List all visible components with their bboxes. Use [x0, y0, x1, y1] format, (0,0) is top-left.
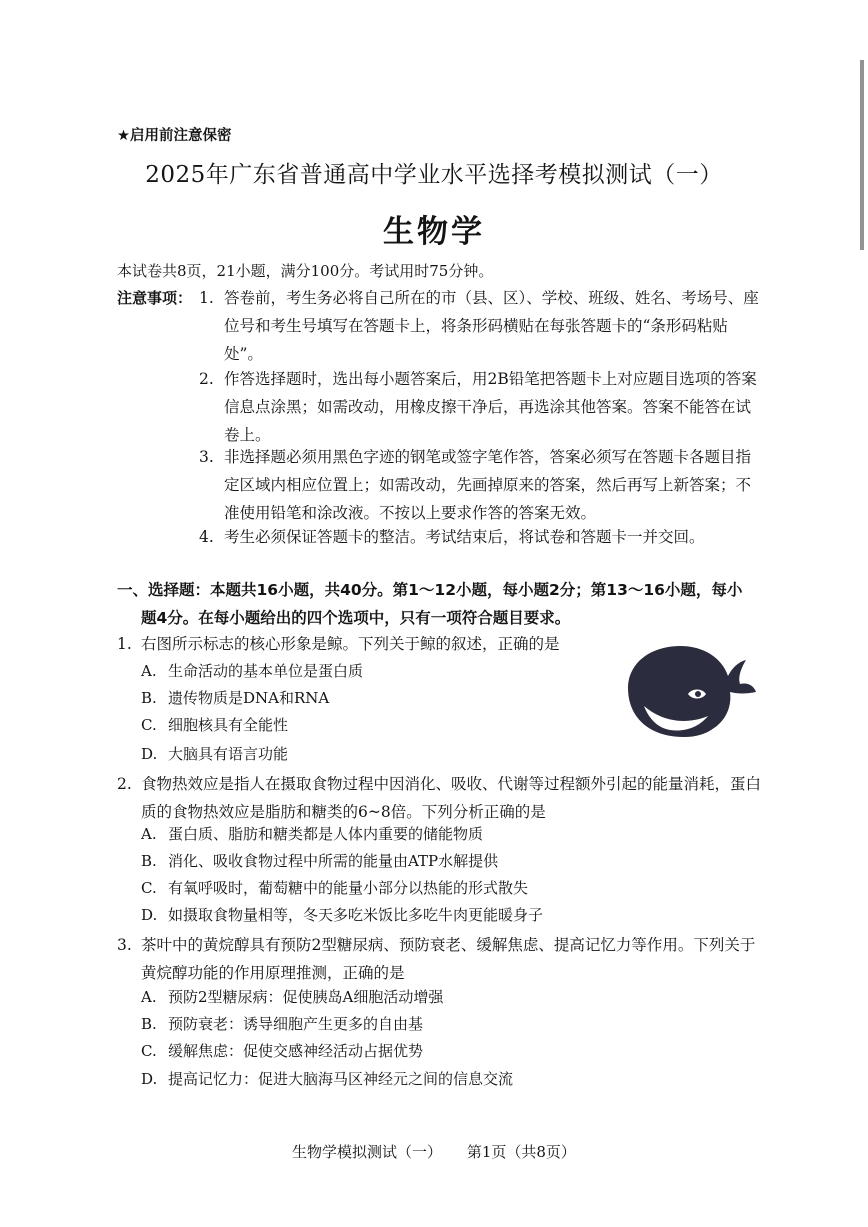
question-3-option-d	[141, 1068, 513, 1089]
question-3-option-a	[141, 986, 443, 1007]
question-number: 3.	[117, 936, 132, 954]
note-text: 非选择题必须用黑色字迹的钢笔或签字笔作答，答案必须写在答题卡各题目指定区域内相应位置上；如需改动，先画掉原来的答案，然后再写上新答案；不准使用铅笔和涂改液。不按以上要求作答的答案无效。	[224, 448, 752, 522]
option-letter: C.	[141, 1042, 157, 1060]
question-3-option-c	[141, 1040, 423, 1061]
option-letter: A.	[141, 662, 157, 680]
note-number: 4.	[199, 528, 214, 546]
option-letter: C.	[141, 879, 157, 897]
question-1-option-d	[141, 743, 288, 764]
question-text: 食物热效应是指人在摄取食物过程中因消化、吸收、代谢等过程额外引起的能量消耗，蛋白质的食物热效应是脂肪和糖类的6~8倍。下列分析正确的是	[141, 775, 762, 821]
question-number: 1.	[117, 635, 132, 653]
question-1-stem	[117, 631, 597, 659]
option-text: 蛋白质、脂肪和糖类都是人体内重要的储能物质	[168, 825, 484, 843]
question-2-option-c	[141, 877, 528, 898]
note-number: 2.	[199, 370, 214, 388]
footer-page-label: 第1页（共8页）	[466, 1143, 576, 1161]
note-item-2	[199, 365, 759, 449]
question-2-option-b	[141, 850, 498, 871]
option-text: 生命活动的基本单位是蛋白质	[168, 662, 364, 680]
option-letter: D.	[141, 906, 158, 924]
question-number: 2.	[117, 775, 132, 793]
question-text: 茶叶中的黄烷醇具有预防2型糖尿病、预防衰老、缓解焦虑、提高记忆力等作用。下列关于黄烷醇功能的作用原理推测，正确的是	[141, 936, 756, 982]
notes-label: 注意事项：	[117, 289, 193, 307]
option-letter: B.	[141, 689, 157, 707]
option-letter: B.	[141, 1015, 157, 1033]
section-heading-text: 一、选择题：本题共16小题，共40分。第1～12小题，每小题2分；第13～16小题，每小题4分。在每小题给出的四个选项中，只有一项符合题目要求。	[117, 581, 743, 627]
subject-title: 生物学	[383, 214, 485, 250]
option-text: 有氧呼吸时，葡萄糖中的能量小部分以热能的形式散失	[168, 879, 529, 897]
option-text: 提高记忆力：促进大脑海马区神经元之间的信息交流	[168, 1070, 514, 1088]
question-2-stem	[117, 771, 762, 826]
note-text: 考生必须保证答题卡的整洁。考试结束后，将试卷和答题卡一并交回。	[224, 528, 705, 546]
question-1-option-a	[141, 660, 363, 681]
option-text: 细胞核具有全能性	[168, 716, 289, 734]
option-letter: A.	[141, 825, 157, 843]
question-text: 右图所示标志的核心形象是鲸。下列关于鲸的叙述，正确的是	[141, 635, 560, 653]
option-text: 大脑具有语言功能	[168, 745, 289, 763]
question-3-stem	[117, 932, 762, 987]
note-item-4	[199, 523, 759, 551]
option-text: 消化、吸收食物过程中所需的能量由ATP水解提供	[168, 852, 499, 870]
note-number: 3.	[199, 448, 214, 466]
option-letter: B.	[141, 852, 157, 870]
option-text: 如摄取食物量相等，冬天多吃米饭比多吃牛肉更能暖身子	[168, 906, 544, 924]
note-item-1	[199, 284, 759, 368]
exam-info: 本试卷共8页，21小题，满分100分。考试用时75分钟。	[117, 262, 494, 280]
option-text: 预防2型糖尿病：促使胰岛A细胞活动增强	[168, 988, 444, 1006]
page-footer	[0, 1141, 868, 1162]
question-2-option-a	[141, 823, 483, 844]
note-item-3	[199, 443, 759, 527]
note-text: 答卷前，考生务必将自己所在的市（县、区）、学校、班级、姓名、考场号、座位号和考生号填写在答题卡上，将条形码横贴在每张答题卡的“条形码粘贴处”。	[224, 289, 759, 363]
option-letter: A.	[141, 988, 157, 1006]
question-3-option-b	[141, 1013, 423, 1034]
option-letter: C.	[141, 716, 157, 734]
footer-subject-label: 生物学模拟测试（一）	[292, 1143, 443, 1161]
option-letter: D.	[141, 1070, 158, 1088]
confidential-notice: ★启用前注意保密	[117, 128, 232, 144]
exam-title: 2025年广东省普通高中学业水平选择考模拟测试（一）	[145, 162, 723, 188]
option-text: 缓解焦虑：促使交感神经活动占据优势	[168, 1042, 424, 1060]
question-2-option-d	[141, 904, 543, 925]
option-text: 预防衰老：诱导细胞产生更多的自由基	[168, 1015, 424, 1033]
question-1-option-c	[141, 714, 288, 735]
option-text: 遗传物质是DNA和RNA	[168, 689, 330, 707]
whale-logo-icon	[622, 640, 756, 740]
note-text: 作答选择题时，选出每小题答案后，用2B铅笔把答题卡上对应题目选项的答案信息点涂黑；如需改动，用橡皮擦干净后，再选涂其他答案。答案不能答在试卷上。	[224, 370, 757, 444]
note-number: 1.	[199, 289, 214, 307]
section-heading	[117, 576, 757, 632]
question-1-option-b	[141, 687, 329, 708]
option-letter: D.	[141, 745, 158, 763]
